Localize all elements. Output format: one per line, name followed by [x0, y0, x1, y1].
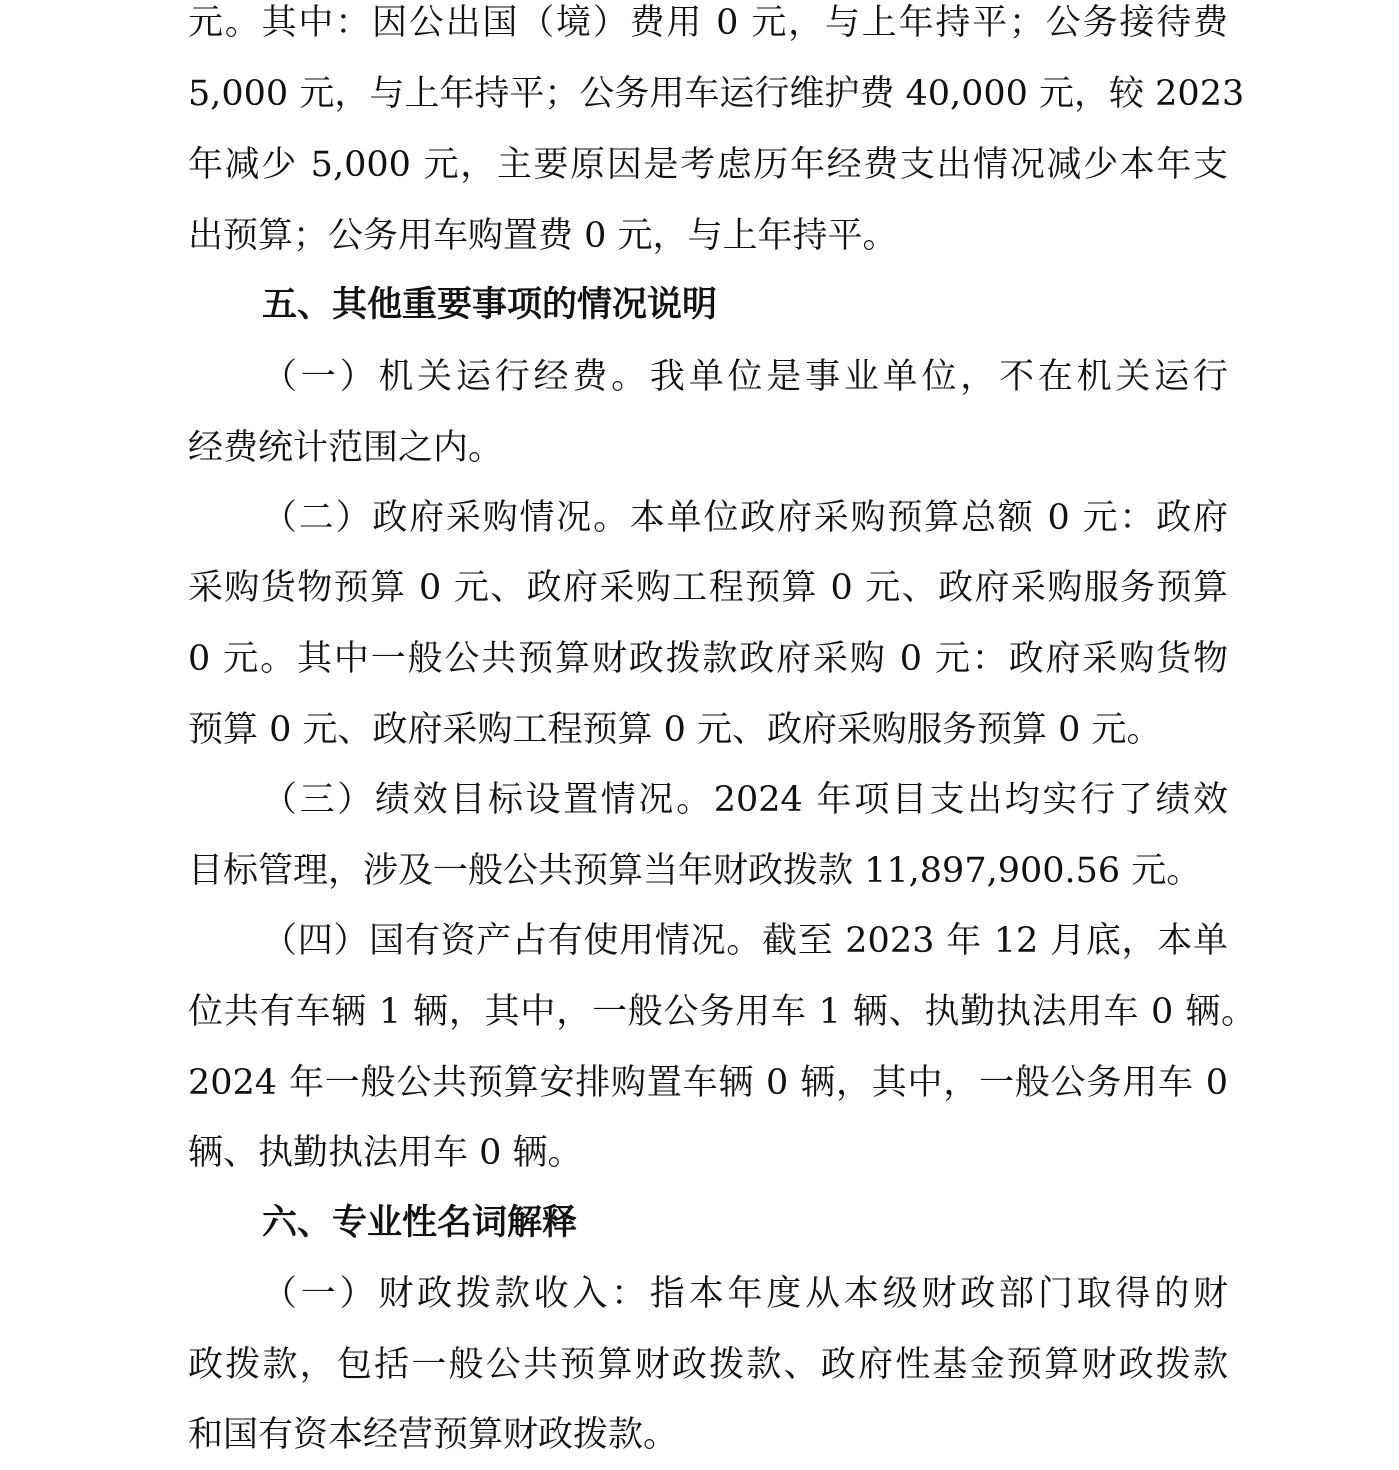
paragraph-line: 采购货物预算 0 元、政府采购工程预算 0 元、政府采购服务预算 [188, 568, 1228, 608]
paragraph-line: 0 元。其中一般公共预算财政拨款政府采购 0 元：政府采购货物 [188, 639, 1228, 679]
paragraph-line: （二）政府采购情况。本单位政府采购预算总额 0 元：政府 [262, 498, 1228, 538]
paragraph-line: 出预算；公务用车购置费 0 元，与上年持平。 [188, 216, 898, 256]
paragraph-line: （三）绩效目标设置情况。2024 年项目支出均实行了绩效 [262, 780, 1228, 820]
paragraph-line: 2024 年一般公共预算安排购置车辆 0 辆，其中，一般公务用车 0 [188, 1063, 1228, 1103]
paragraph-line: 和国有资本经营预算财政拨款。 [188, 1415, 679, 1455]
paragraph-line: （四）国有资产占有使用情况。截至 2023 年 12 月底，本单 [262, 921, 1228, 961]
paragraph-line: 预算 0 元、政府采购工程预算 0 元、政府采购服务预算 0 元。 [188, 710, 1162, 750]
section-heading-6: 六、专业性名词解释 [262, 1203, 578, 1243]
paragraph-line: 辆、执勤执法用车 0 辆。 [188, 1133, 583, 1173]
paragraph-line: （一）机关运行经费。我单位是事业单位，不在机关运行 [262, 357, 1228, 397]
paragraph-line: 政拨款，包括一般公共预算财政拨款、政府性基金预算财政拨款 [188, 1345, 1228, 1385]
paragraph-line: 目标管理，涉及一般公共预算当年财政拨款 11,897,900.56 元。 [188, 851, 1202, 891]
paragraph-line: 元。其中：因公出国（境）费用 0 元，与上年持平；公务接待费 [188, 3, 1228, 43]
paragraph-line: 5,000 元，与上年持平；公务用车运行维护费 40,000 元，较 2023 [188, 74, 1245, 114]
paragraph-line: 经费统计范围之内。 [188, 428, 504, 468]
paragraph-line: 年减少 5,000 元，主要原因是考虑历年经费支出情况减少本年支 [188, 145, 1228, 185]
paragraph-line: 位共有车辆 1 辆，其中，一般公务用车 1 辆、执勤执法用车 0 辆。 [188, 992, 1256, 1032]
paragraph-line: （一）财政拨款收入：指本年度从本级财政部门取得的财 [262, 1274, 1228, 1314]
section-heading-5: 五、其他重要事项的情况说明 [262, 285, 718, 325]
